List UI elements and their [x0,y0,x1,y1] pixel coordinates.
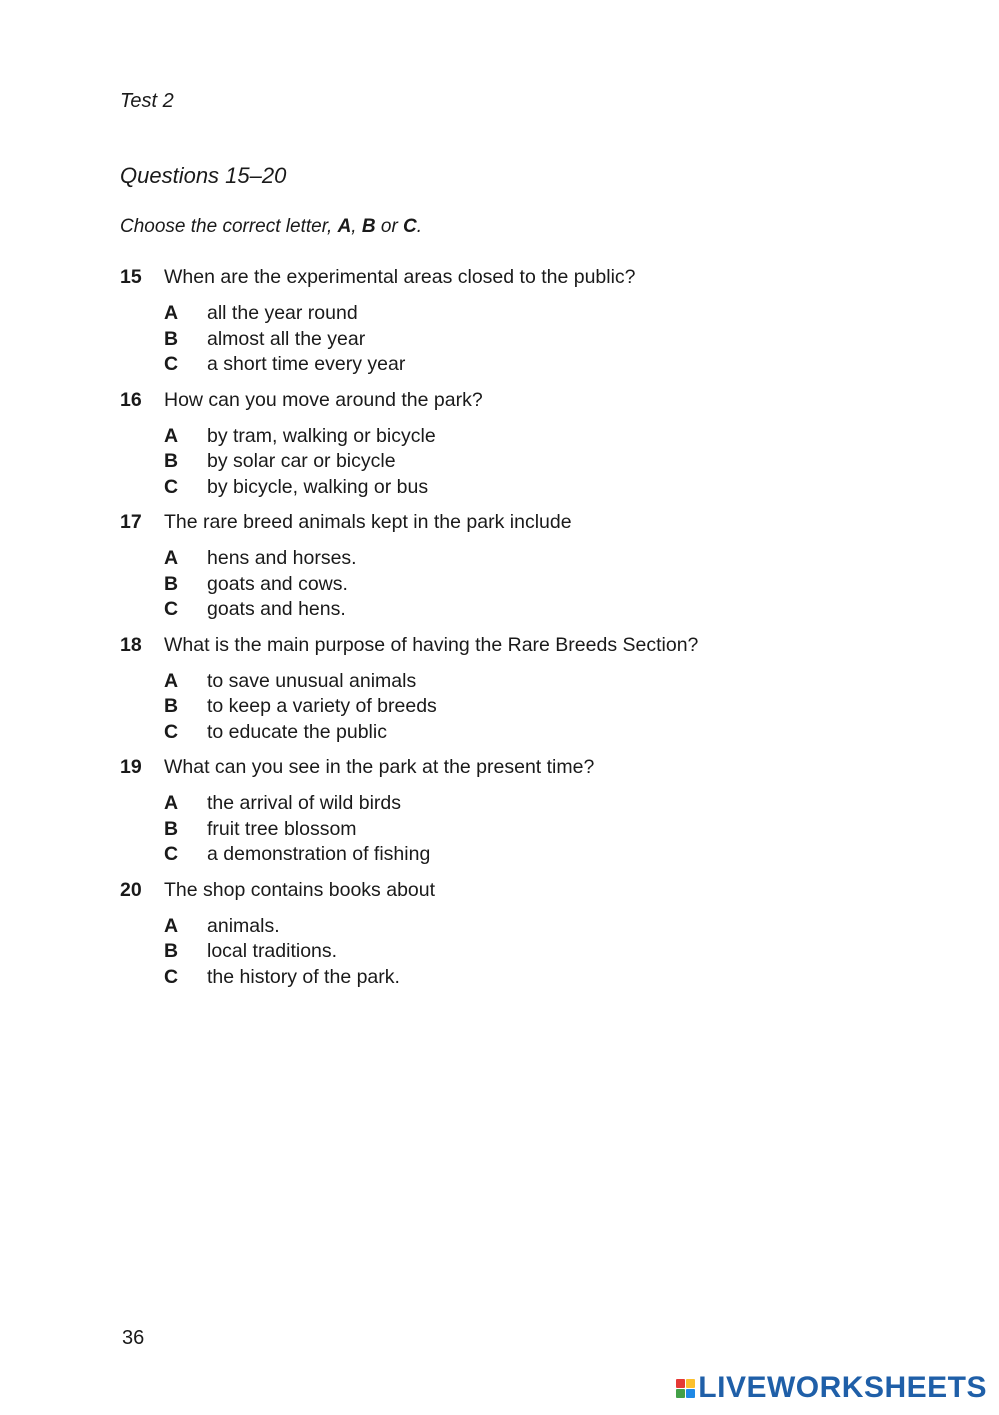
option-list [164,301,880,378]
question-text: The shop contains books about [164,878,436,901]
option-letter: C [164,720,179,743]
page-number: 36 [122,1327,145,1349]
option-a[interactable] [164,791,880,817]
question-text: The rare breed animals kept in the park include [164,511,572,533]
option-text: to educate the public [207,720,387,743]
option-text: the arrival of wild birds [207,792,401,814]
option-text: fruit tree blossom [207,817,357,840]
logo-cell [676,1379,685,1388]
option-list [164,669,880,746]
option-text: by tram, walking or bicycle [207,424,436,447]
question-number: 18 [120,633,142,656]
question-17 [120,509,880,623]
instruction-prefix: Choose the correct letter, [120,216,338,237]
option-text: hens and horses. [207,547,357,569]
option-b[interactable] [164,694,880,720]
option-text: by bicycle, walking or bus [207,475,429,498]
option-c[interactable] [164,352,880,378]
question-text: When are the experimental areas closed to the public? [164,266,636,288]
option-text: almost all the year [207,327,366,350]
option-c[interactable] [164,475,880,501]
option-letter: B [164,940,179,962]
instruction-letter-b: B [361,216,376,237]
option-letter: B [164,450,179,472]
option-letter: A [164,547,179,569]
option-list [164,914,880,991]
option-b[interactable] [164,449,880,475]
question-number: 20 [120,878,142,901]
option-text: all the year round [207,302,358,324]
option-b[interactable] [164,817,880,843]
test-label: Test 2 [120,90,174,112]
option-b[interactable] [164,327,880,353]
option-b[interactable] [164,939,880,965]
question-text: How can you move around the park? [164,388,483,411]
instruction-letter-c: C [403,216,417,237]
instruction-end: . [416,216,423,237]
option-letter: A [164,302,179,324]
option-c[interactable] [164,965,880,991]
instruction [120,216,422,238]
logo-cell [686,1379,695,1388]
option-letter: A [164,424,179,447]
question-number: 19 [120,756,142,778]
question-number: 17 [120,511,142,533]
question-number: 16 [120,388,142,411]
liveworksheets-brand [676,1371,987,1405]
option-c[interactable] [164,842,880,868]
option-text: a demonstration of fishing [207,843,431,865]
option-letter: C [164,598,179,620]
option-b[interactable] [164,572,880,598]
option-letter: C [164,353,179,375]
option-text: goats and hens. [207,598,346,620]
option-letter: B [164,327,179,350]
logo-cell [676,1389,685,1398]
option-list [164,424,880,501]
option-list [164,791,880,868]
question-19 [120,754,880,868]
option-letter: A [164,914,179,937]
option-a[interactable] [164,301,880,327]
question-18 [120,632,880,746]
option-text: by solar car or bicycle [207,450,396,472]
option-letter: C [164,475,179,498]
question-list [120,264,880,999]
option-letter: A [164,792,179,814]
option-a[interactable] [164,669,880,695]
option-list [164,546,880,623]
brand-text: LIVEWORKSHEETS [698,1371,987,1404]
option-text: to keep a variety of breeds [207,695,437,717]
option-a[interactable] [164,546,880,572]
question-20 [120,877,880,991]
question-15 [120,264,880,378]
option-text: to save unusual animals [207,669,417,692]
option-letter: C [164,843,179,865]
option-text: a short time every year [207,353,406,375]
option-letter: B [164,695,179,717]
option-text: the history of the park. [207,965,400,988]
question-text: What can you see in the park at the present time? [164,756,595,778]
option-letter: A [164,669,179,692]
option-text: animals. [207,914,280,937]
option-a[interactable] [164,424,880,450]
option-letter: C [164,965,179,988]
instruction-sep: , [351,216,362,237]
option-text: goats and cows. [207,572,348,595]
question-number: 15 [120,266,142,288]
instruction-or: or [375,216,404,237]
logo-cell [686,1389,695,1398]
instruction-letter-a: A [337,216,352,237]
section-title: Questions 15–20 [120,163,287,188]
liveworksheets-logo-icon [676,1379,695,1398]
option-letter: B [164,572,179,595]
question-16 [120,387,880,501]
option-text: local traditions. [207,940,338,962]
option-c[interactable] [164,720,880,746]
option-c[interactable] [164,597,880,623]
option-letter: B [164,817,179,840]
option-a[interactable] [164,914,880,940]
question-text: What is the main purpose of having the Rare Breeds Section? [164,633,699,656]
